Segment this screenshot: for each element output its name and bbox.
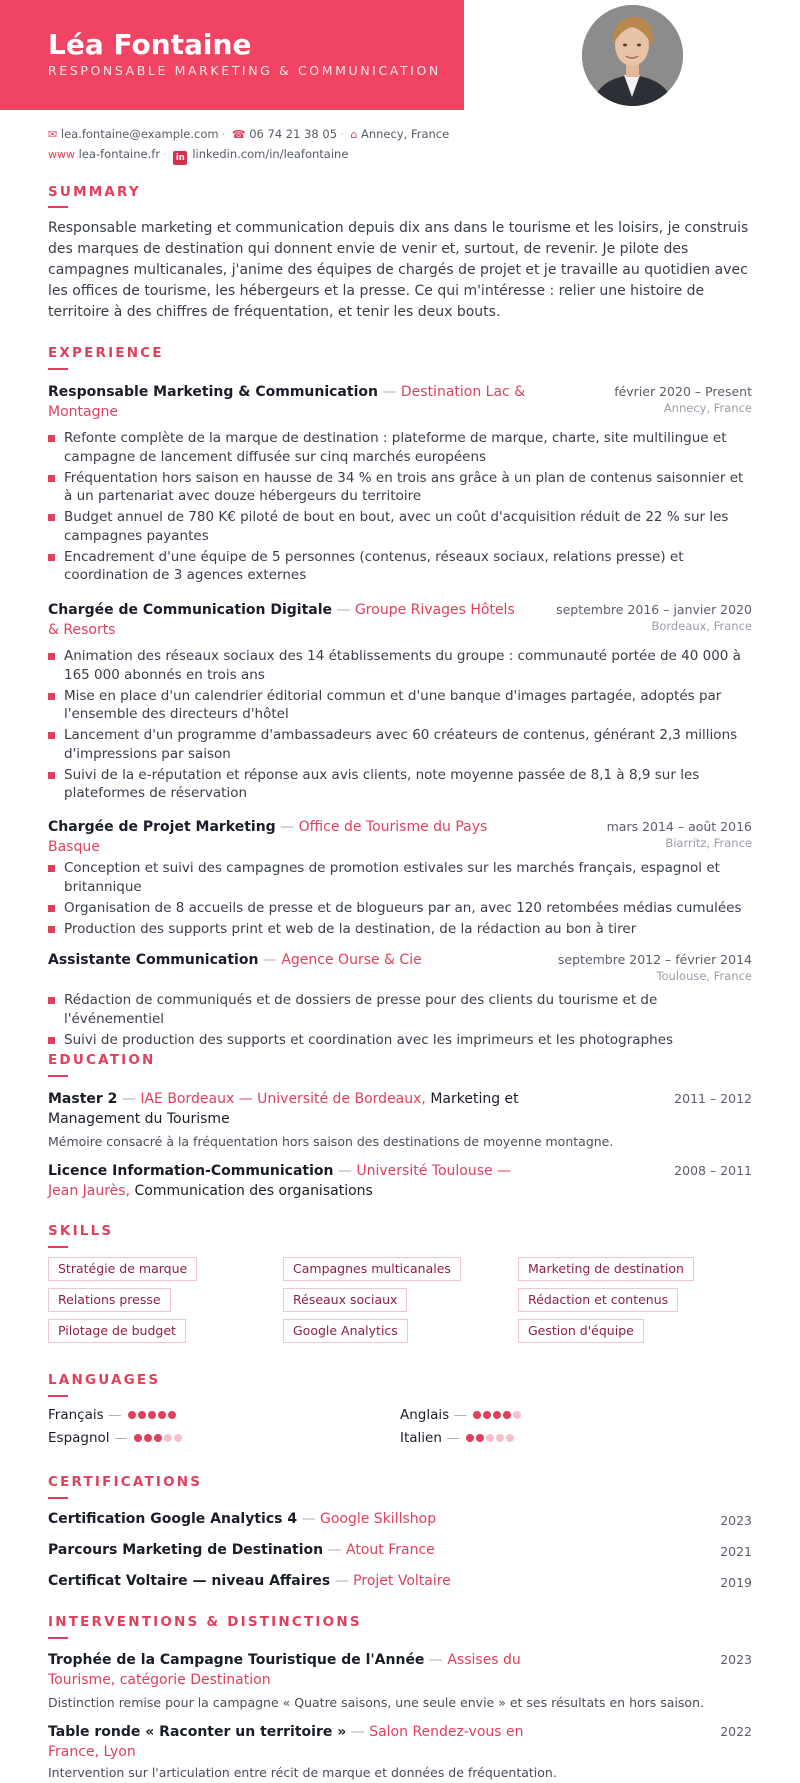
award-title-line: Table ronde « Raconter un territoire » — Salon Rendez-vous en France, Lyon bbox=[48, 1724, 524, 1760]
level-dot-filled bbox=[144, 1434, 152, 1442]
section-rule bbox=[48, 1637, 68, 1639]
certification-year: 2019 bbox=[720, 1575, 752, 1590]
bullet-marker bbox=[48, 554, 55, 561]
skill-tag: Stratégie de marque bbox=[48, 1257, 197, 1281]
level-dot-filled bbox=[148, 1411, 156, 1419]
certification-name: Parcours Marketing de Destination bbox=[48, 1542, 324, 1558]
level-dot-filled bbox=[493, 1411, 501, 1419]
education-title-line: Master 2 — IAE Bordeaux — Université de Bordeaux, Marketing et Management du Tourisme bbox=[48, 1091, 519, 1127]
portrait-avatar-icon bbox=[582, 5, 683, 106]
language-item: Espagnol — bbox=[48, 1430, 184, 1446]
section-title-awards: INTERVENTIONS & DISTINCTIONS bbox=[48, 1614, 362, 1630]
list-item: Mise en place d'un calendrier éditorial commun et d'une banque d'images partagée, adoptés par l'ensemble des directeurs d'hôtel bbox=[48, 687, 753, 724]
job-title-line: Assistante Communication — Agence Ourse & Cie bbox=[48, 952, 422, 968]
skill-tag: Relations presse bbox=[48, 1288, 171, 1312]
job-title: Responsable Marketing & Communication bbox=[48, 384, 378, 400]
job-dates: septembre 2012 – février 2014 bbox=[557, 952, 752, 967]
job-dates: février 2020 – Present bbox=[614, 384, 752, 399]
list-item: Conception et suivi des campagnes de promotion estivales sur les marchés français, espagnol et britannique bbox=[48, 859, 753, 896]
language-level-dots bbox=[473, 1407, 523, 1423]
education-note: Mémoire consacré à la fréquentation hors saison des destinations de moyenne montagne. bbox=[48, 1134, 614, 1149]
contact-phone[interactable]: 06 74 21 38 05 bbox=[249, 127, 338, 141]
level-dot-empty bbox=[174, 1434, 182, 1442]
job-title-line: Responsable Marketing & Communication — Destination Lac & Montagne bbox=[48, 384, 526, 420]
job-location: Toulouse, France bbox=[656, 969, 752, 983]
certification-issuer: Projet Voltaire bbox=[353, 1573, 451, 1589]
job-location: Biarritz, France bbox=[665, 836, 752, 850]
level-dot-filled bbox=[476, 1434, 484, 1442]
job-bullets bbox=[48, 859, 753, 941]
job-title-line: Chargée de Projet Marketing — Office de Tourisme du Pays Basque bbox=[48, 819, 488, 855]
section-title-languages: LANGUAGES bbox=[48, 1372, 161, 1388]
bullet-marker bbox=[48, 732, 55, 739]
skill-tag: Google Analytics bbox=[283, 1319, 408, 1343]
education-degree: Master 2 bbox=[48, 1091, 118, 1107]
level-dot-filled bbox=[473, 1411, 481, 1419]
skill-tag: Pilotage de budget bbox=[48, 1319, 186, 1343]
skill-tag: Gestion d'équipe bbox=[518, 1319, 644, 1343]
bullet-marker bbox=[48, 693, 55, 700]
contact-line-1: ✉ lea.fontaine@example.com · ☎ 06 74 21 38 05 · ⌂ Annecy, France bbox=[48, 127, 450, 141]
section-title-education: EDUCATION bbox=[48, 1052, 156, 1068]
section-rule bbox=[48, 1075, 68, 1077]
language-item: Anglais — bbox=[400, 1407, 523, 1423]
section-title-summary: SUMMARY bbox=[48, 184, 141, 200]
award-event: Salon Rendez-vous en France, Lyon bbox=[48, 1724, 524, 1760]
skill-tag: Marketing de destination bbox=[518, 1257, 694, 1281]
job-title: Assistante Communication bbox=[48, 952, 259, 968]
bullet-marker bbox=[48, 653, 55, 660]
education-title-line: Licence Information-Communication — Université Toulouse — Jean Jaurès, Communication des organisations bbox=[48, 1163, 512, 1199]
language-name: Français bbox=[48, 1407, 104, 1423]
list-item: Budget annuel de 780 K€ piloté de bout en bout, avec un coût d'acquisition réduit de 22 % sur les campagnes payantes bbox=[48, 508, 753, 545]
skill-tag: Réseaux sociaux bbox=[283, 1288, 407, 1312]
award-note: Distinction remise pour la campagne « Quatre saisons, une seule envie » et ses résultats en hors saison. bbox=[48, 1695, 704, 1710]
job-company: Office de Tourisme du Pays Basque bbox=[48, 819, 488, 855]
contact-email[interactable]: lea.fontaine@example.com bbox=[60, 127, 219, 141]
list-item: Refonte complète de la marque de destination : plateforme de marque, charte, site multilingue et campagne de lancement diffusée sur cinq marchés européens bbox=[48, 429, 753, 466]
bullet-marker bbox=[48, 435, 55, 442]
contact-line-2: www lea-fontaine.fr · in linkedin.com/in/leafontaine bbox=[48, 147, 349, 163]
list-item: Rédaction de communiqués et de dossiers de presse pour des clients du tourisme et de l'événementiel bbox=[48, 991, 753, 1028]
list-item: Fréquentation hors saison en hausse de 34 % en trois ans grâce à un plan de contenus saisonnier et à un partenariat avec douze hébergeurs du territoire bbox=[48, 469, 753, 506]
job-bullets bbox=[48, 429, 753, 587]
section-rule bbox=[48, 206, 68, 208]
globe-icon: www bbox=[48, 148, 75, 161]
level-dot-empty bbox=[496, 1434, 504, 1442]
level-dot-filled bbox=[128, 1411, 136, 1419]
section-rule bbox=[48, 368, 68, 370]
bullet-marker bbox=[48, 926, 55, 933]
bullet-marker bbox=[48, 772, 55, 779]
skill-tag: Campagnes multicanales bbox=[283, 1257, 461, 1281]
list-item: Encadrement d'une équipe de 5 personnes (contenus, réseaux sociaux, relations presse) et coordination de 3 agences externes bbox=[48, 548, 753, 585]
contact-website[interactable]: lea-fontaine.fr bbox=[78, 147, 161, 161]
job-location: Bordeaux, France bbox=[651, 619, 752, 633]
job-title: Chargée de Communication Digitale bbox=[48, 602, 333, 618]
award-note: Intervention sur l'articulation entre récit de marque et données de fréquentation. bbox=[48, 1765, 557, 1780]
job-company: Agence Ourse & Cie bbox=[281, 952, 422, 968]
section-rule bbox=[48, 1497, 68, 1499]
education-field: Communication des organisations bbox=[130, 1183, 373, 1199]
award-year: 2023 bbox=[720, 1652, 752, 1667]
candidate-role: RESPONSABLE MARKETING & COMMUNICATION bbox=[48, 63, 441, 78]
level-dot-filled bbox=[158, 1411, 166, 1419]
job-bullets bbox=[48, 647, 753, 805]
list-item: Suivi de la e-réputation et réponse aux avis clients, note moyenne passée de 8,1 à 8,9 sur les plateformes de réservation bbox=[48, 766, 753, 803]
level-dot-filled bbox=[503, 1411, 511, 1419]
certification-item: Certificat Voltaire — niveau Affaires — Projet Voltaire bbox=[48, 1573, 451, 1589]
language-item: Italien — bbox=[400, 1430, 516, 1446]
skill-tag: Rédaction et contenus bbox=[518, 1288, 678, 1312]
education-degree: Licence Information-Communication bbox=[48, 1163, 334, 1179]
level-dot-empty bbox=[513, 1411, 521, 1419]
level-dot-filled bbox=[154, 1434, 162, 1442]
award-event: Assises du Tourisme, catégorie Destination bbox=[48, 1652, 521, 1688]
list-item: Organisation de 8 accueils de presse et de blogueurs par an, avec 120 retombées médias cumulées bbox=[48, 899, 753, 918]
location-pin-icon: ⌂ bbox=[350, 128, 358, 141]
education-school: IAE Bordeaux — Université de Bordeaux, bbox=[140, 1091, 426, 1107]
bullet-marker bbox=[48, 514, 55, 521]
job-dates: septembre 2016 – janvier 2020 bbox=[556, 602, 752, 617]
level-dot-filled bbox=[138, 1411, 146, 1419]
level-dot-filled bbox=[483, 1411, 491, 1419]
section-title-experience: EXPERIENCE bbox=[48, 345, 164, 361]
education-dates: 2011 – 2012 bbox=[674, 1091, 752, 1106]
bullet-marker bbox=[48, 1037, 55, 1044]
linkedin-icon: in bbox=[173, 151, 187, 165]
contact-location: Annecy, France bbox=[360, 127, 450, 141]
language-name: Italien bbox=[400, 1430, 442, 1446]
award-name: Trophée de la Campagne Touristique de l'Année bbox=[48, 1652, 425, 1668]
language-item: Français — bbox=[48, 1407, 178, 1423]
award-name: Table ronde « Raconter un territoire » bbox=[48, 1724, 347, 1740]
level-dot-filled bbox=[134, 1434, 142, 1442]
bullet-marker bbox=[48, 905, 55, 912]
level-dot-empty bbox=[506, 1434, 514, 1442]
job-title-line: Chargée de Communication Digitale — Groupe Rivages Hôtels & Resorts bbox=[48, 602, 515, 638]
section-rule bbox=[48, 1395, 68, 1397]
job-title: Chargée de Projet Marketing bbox=[48, 819, 276, 835]
education-field: Marketing et Management du Tourisme bbox=[48, 1091, 519, 1127]
language-level-dots bbox=[134, 1430, 184, 1446]
language-level-dots bbox=[128, 1407, 178, 1423]
job-location: Annecy, France bbox=[663, 401, 752, 415]
certification-name: Certificat Voltaire — niveau Affaires bbox=[48, 1573, 331, 1589]
section-title-skills: SKILLS bbox=[48, 1223, 114, 1239]
level-dot-empty bbox=[164, 1434, 172, 1442]
certification-item: Certification Google Analytics 4 — Google Skillshop bbox=[48, 1511, 437, 1527]
level-dot-filled bbox=[466, 1434, 474, 1442]
candidate-name: Léa Fontaine bbox=[48, 28, 252, 61]
award-year: 2022 bbox=[720, 1724, 752, 1739]
level-dot-filled bbox=[168, 1411, 176, 1419]
list-item: Production des supports print et web de la destination, de la rédaction au bon à tirer bbox=[48, 920, 753, 939]
list-item: Animation des réseaux sociaux des 14 établissements du groupe : communauté portée de 40 000 à 165 000 abonnés en trois ans bbox=[48, 647, 753, 684]
certification-item: Parcours Marketing de Destination — Atout France bbox=[48, 1542, 435, 1558]
list-item: Lancement d'un programme d'ambassadeurs avec 60 créateurs de contenus, générant 2,3 millions d'impressions par saison bbox=[48, 726, 753, 763]
certification-name: Certification Google Analytics 4 bbox=[48, 1511, 298, 1527]
certification-issuer: Google Skillshop bbox=[319, 1511, 437, 1527]
education-dates: 2008 – 2011 bbox=[674, 1163, 752, 1178]
contact-linkedin[interactable]: linkedin.com/in/leafontaine bbox=[192, 147, 349, 161]
summary-text: Responsable marketing et communication depuis dix ans dans le tourisme et les loisirs, je construis des marques de destination qui donnent envie de venir et, surtout, de revenir. Je pilote des campagnes multicanales, j'anime des équipes de chargés de projet et je travaille au quotidien avec les offices de tourisme, les hébergeurs et la presse. Ce qui m'intéresse : relier une histoire de territoire à des chiffres de fréquentation, et tenir les deux bouts. bbox=[48, 220, 749, 320]
language-name: Anglais bbox=[400, 1407, 450, 1423]
bullet-marker bbox=[48, 865, 55, 872]
section-title-certifications: CERTIFICATIONS bbox=[48, 1474, 203, 1490]
certification-year: 2023 bbox=[720, 1513, 752, 1528]
profile-photo bbox=[582, 5, 683, 106]
award-title-line: Trophée de la Campagne Touristique de l'Année — Assises du Tourisme, catégorie Destination bbox=[48, 1652, 521, 1688]
section-rule bbox=[48, 1246, 68, 1248]
level-dot-empty bbox=[486, 1434, 494, 1442]
job-bullets bbox=[48, 991, 753, 1052]
education-school: Université Toulouse — Jean Jaurès, bbox=[48, 1163, 512, 1199]
job-company: Destination Lac & Montagne bbox=[48, 384, 526, 420]
bullet-marker bbox=[48, 475, 55, 482]
language-name: Espagnol bbox=[48, 1430, 110, 1446]
list-item: Suivi de production des supports et coordination avec les imprimeurs et les photographes bbox=[48, 1031, 753, 1050]
job-company: Groupe Rivages Hôtels & Resorts bbox=[48, 602, 515, 638]
language-level-dots bbox=[466, 1430, 516, 1446]
certification-issuer: Atout France bbox=[346, 1542, 435, 1558]
certification-year: 2021 bbox=[720, 1544, 752, 1559]
mail-icon: ✉ bbox=[48, 128, 58, 141]
phone-icon: ☎ bbox=[231, 128, 246, 141]
job-dates: mars 2014 – août 2016 bbox=[606, 819, 752, 834]
bullet-marker bbox=[48, 997, 55, 1004]
